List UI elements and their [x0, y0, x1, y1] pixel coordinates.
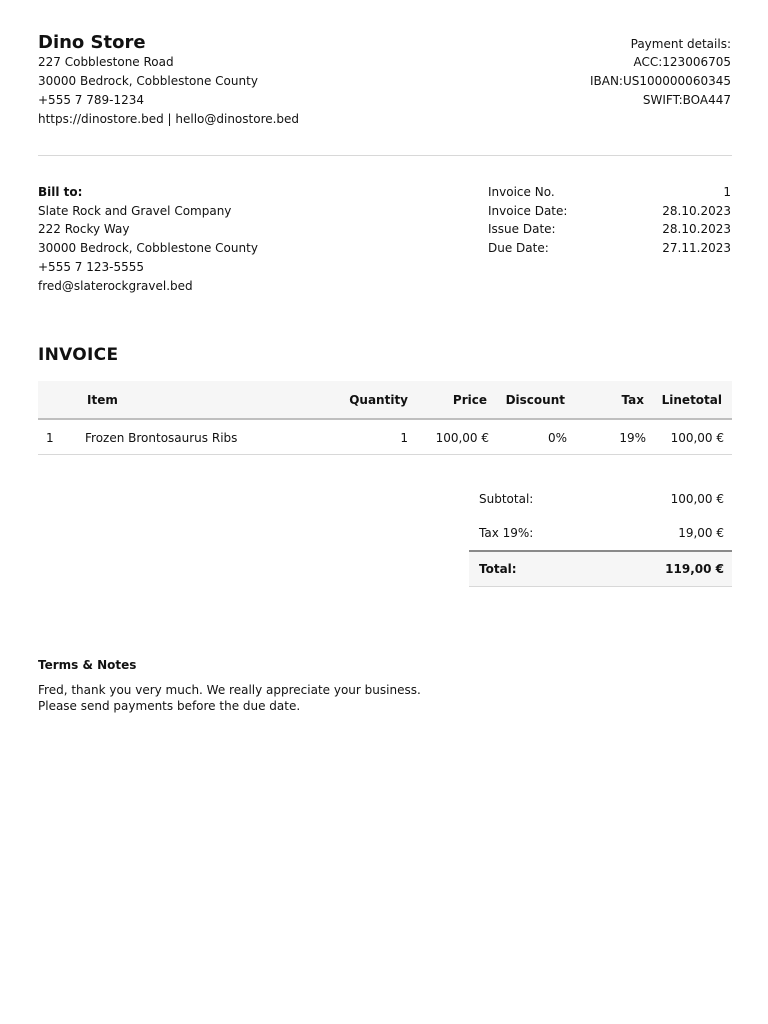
invoice-date-label: Invoice Date: [488, 204, 568, 218]
column-header-linetotal: Linetotal [661, 393, 722, 407]
payment-acc: ACC:123006705 [633, 55, 731, 69]
bill-to-company: Slate Rock and Gravel Company [38, 204, 232, 218]
store-phone: +555 7 789-1234 [38, 93, 144, 107]
payment-iban: IBAN:US100000060345 [589, 74, 731, 88]
grand-total-row [469, 550, 732, 587]
bill-to-address-line2: 30000 Bedrock, Cobblestone County [38, 241, 258, 255]
column-header-item: Item [87, 393, 118, 407]
notes-line2: Please send payments before the due date. [38, 699, 301, 713]
table-row [38, 420, 732, 455]
invoice-number-value: 1 [723, 185, 731, 199]
invoice-number-label: Invoice No. [488, 185, 555, 199]
bill-to-email: fred@slaterockgravel.bed [38, 279, 193, 293]
column-header-price: Price [452, 393, 487, 407]
due-date-value: 27.11.2023 [662, 241, 731, 255]
payment-swift: SWIFT:BOA447 [642, 93, 731, 107]
invoice-title: INVOICE [38, 345, 119, 365]
column-header-discount: Discount [505, 393, 565, 407]
bill-to-phone: +555 7 123-5555 [38, 260, 144, 274]
bill-to-label: Bill to: [38, 185, 83, 199]
invoice-date-value: 28.10.2023 [662, 204, 731, 218]
row-index: 1 [46, 431, 54, 445]
store-address-line2: 30000 Bedrock, Cobblestone County [38, 74, 258, 88]
table-header-row [38, 381, 732, 420]
header-divider [38, 155, 732, 156]
terms-notes-title: Terms & Notes [38, 658, 137, 672]
issue-date-value: 28.10.2023 [662, 222, 731, 236]
due-date-label: Due Date: [488, 241, 549, 255]
store-web-email: https://dinostore.bed | hello@dinostore.bed [38, 112, 300, 126]
store-name: Dino Store [38, 32, 146, 53]
tax-label: Tax 19%: [479, 526, 534, 540]
grand-total-value: 119,00 € [665, 562, 724, 576]
row-quantity: 1 [400, 431, 408, 445]
row-price: 100,00 € [435, 431, 489, 445]
grand-total-label: Total: [479, 562, 517, 576]
subtotal-label: Subtotal: [479, 492, 534, 506]
row-item: Frozen Brontosaurus Ribs [85, 431, 238, 445]
row-tax: 19% [619, 431, 646, 445]
column-header-tax: Tax [621, 393, 644, 407]
row-linetotal: 100,00 € [670, 431, 724, 445]
issue-date-label: Issue Date: [488, 222, 556, 236]
store-address-line1: 227 Cobblestone Road [38, 55, 174, 69]
notes-line1: Fred, thank you very much. We really appreciate your business. [38, 683, 421, 697]
row-discount: 0% [547, 431, 567, 445]
subtotal-value: 100,00 € [670, 492, 724, 506]
column-header-quantity: Quantity [349, 393, 408, 407]
items-table [38, 381, 732, 455]
bill-to-address-line1: 222 Rocky Way [38, 222, 130, 236]
payment-details-title: Payment details: [630, 37, 731, 51]
tax-row [469, 516, 732, 550]
subtotal-row [469, 482, 732, 516]
tax-value: 19,00 € [678, 526, 724, 540]
totals-section [469, 482, 732, 587]
